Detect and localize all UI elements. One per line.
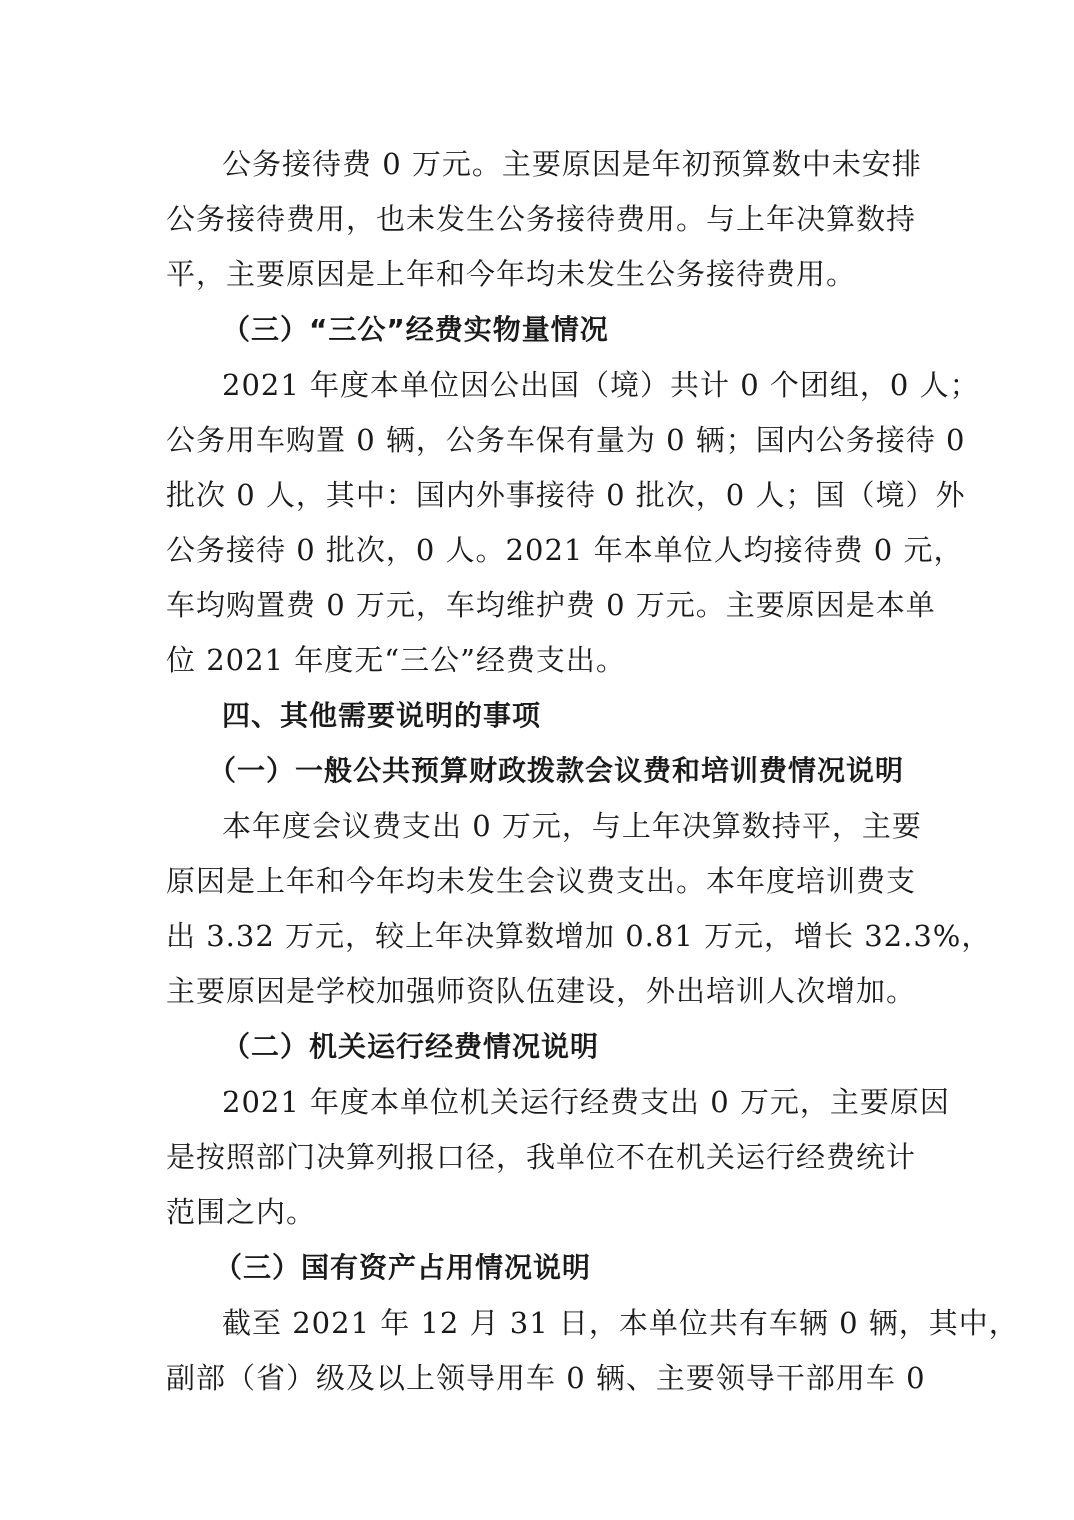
- paragraph-line: 主要原因是学校加强师资队伍建设，外出培训人次增加。: [166, 974, 917, 1008]
- paragraph-line: 范围之内。: [166, 1195, 317, 1229]
- paragraph-line: 原因是上年和今年均未发生会议费支出。本年度培训费支: [166, 864, 917, 898]
- paragraph-line: 平，主要原因是上年和今年均未发生公务接待费用。: [166, 257, 857, 291]
- paragraph-line: 公务接待费 0 万元。主要原因是年初预算数中未安排: [222, 147, 922, 181]
- paragraph-line: 位 2021 年度无“三公”经费支出。: [166, 643, 626, 677]
- paragraph-line: 公务用车购置 0 辆，公务车保有量为 0 辆；国内公务接待 0: [166, 423, 966, 457]
- paragraph-line: 副部（省）级及以上领导用车 0 辆、主要领导干部用车 0: [166, 1361, 926, 1395]
- paragraph-line: 出 3.32 万元，较上年决算数增加 0.81 万元，增长 32.3%，: [166, 919, 992, 953]
- paragraph-line: 是按照部门决算列报口径，我单位不在机关运行经费统计: [166, 1140, 917, 1174]
- paragraph-line: 2021 年度本单位因公出国（境）共计 0 个团组，0 人；: [222, 368, 980, 402]
- section-heading: （一）一般公共预算财政拨款会议费和培训费情况说明: [208, 754, 905, 787]
- paragraph-line: 2021 年度本单位机关运行经费支出 0 万元，主要原因: [222, 1085, 950, 1119]
- paragraph-line: 批次 0 人，其中：国内外事接待 0 批次，0 人；国（境）外: [166, 478, 966, 512]
- paragraph-line: 截至 2021 年 12 月 31 日，本单位共有车辆 0 辆，其中，: [222, 1306, 1019, 1340]
- paragraph-line: 公务接待 0 批次，0 人。2021 年本单位人均接待费 0 元，: [166, 533, 964, 567]
- paragraph-line: 车均购置费 0 万元，车均维护费 0 万元。主要原因是本单: [166, 588, 936, 622]
- section-heading: （三）国有资产占用情况说明: [214, 1251, 592, 1284]
- section-heading: （二）机关运行经费情况说明: [222, 1030, 600, 1063]
- paragraph-line: 本年度会议费支出 0 万元，与上年决算数持平，主要: [222, 809, 922, 843]
- chapter-heading: 四、其他需要说明的事项: [222, 699, 542, 732]
- paragraph-line: 公务接待费用，也未发生公务接待费用。与上年决算数持: [166, 202, 917, 236]
- section-heading: （三）“三公”经费实物量情况: [222, 313, 609, 346]
